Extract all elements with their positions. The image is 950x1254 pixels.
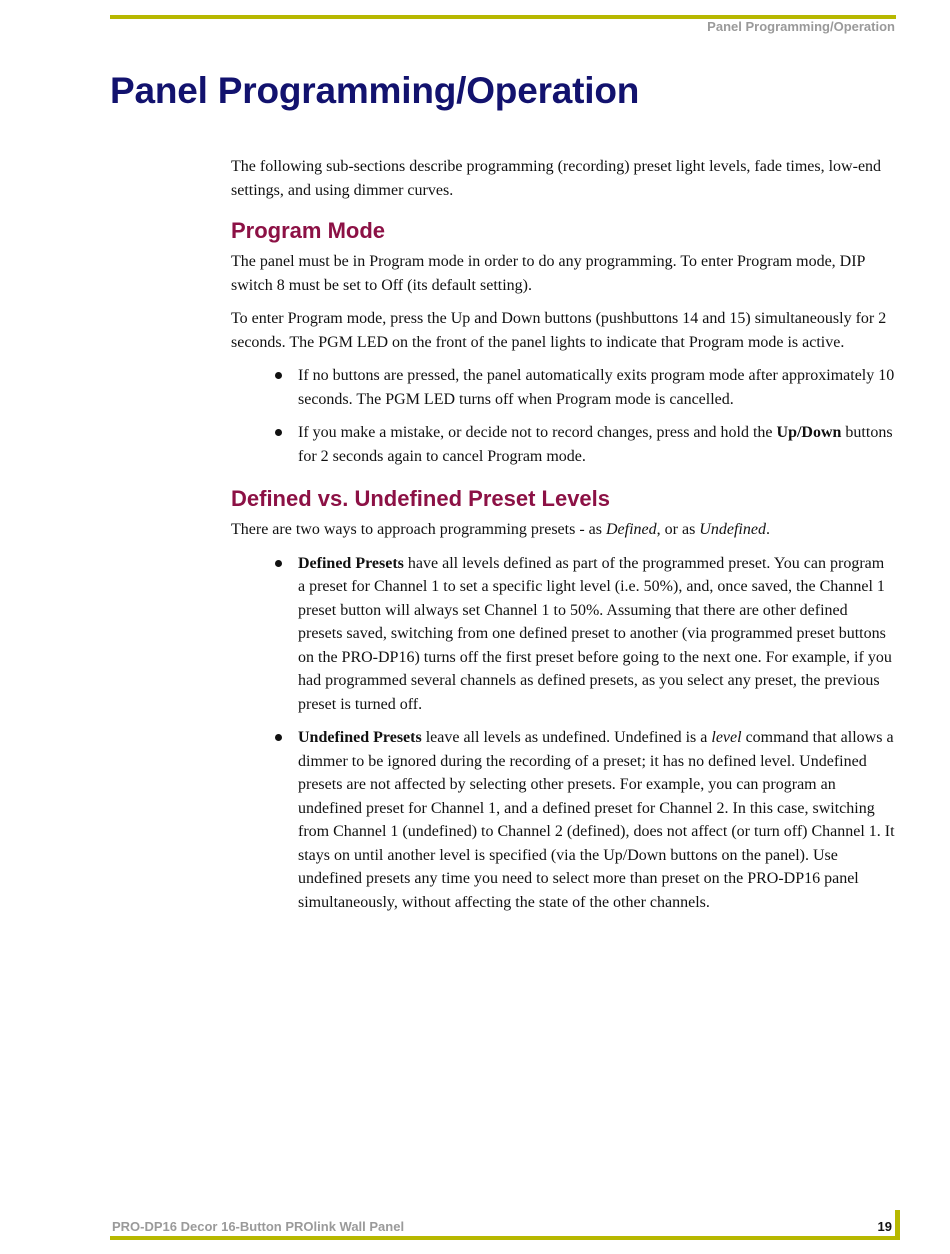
bullet-text: buttons for 2 seconds again to cancel Program mode. — [298, 424, 893, 465]
program-mode-section — [231, 216, 895, 468]
page-number: 19 — [877, 1219, 892, 1234]
bullet-icon — [275, 372, 282, 379]
footer-product-name: PRO-DP16 Decor 16-Button PROlink Wall Panel — [112, 1219, 405, 1234]
emphasis-level: level — [711, 729, 742, 746]
bullet-icon — [275, 734, 282, 741]
program-mode-paragraph-2: To enter Program mode, press the Up and Down buttons (pushbuttons 14 and 15) simultaneously for 2 seconds. The PGM LED on the front of the panel lights to indicate that Program mode is active. — [231, 310, 887, 351]
page-title: Panel Programming/Operation — [110, 70, 640, 111]
list-item — [298, 552, 895, 717]
text-run: . — [765, 521, 770, 538]
list-item — [298, 726, 895, 914]
preset-levels-heading: Defined vs. Undefined Preset Levels — [231, 486, 611, 511]
preset-levels-intro — [231, 518, 895, 542]
bullet-icon — [275, 429, 282, 436]
bullet-text: have all levels defined as part of the programmed preset. You can program a preset for Channel 1 to set a specific light level (i.e. 50%), and, once saved, the Channel 1 preset button will always set Channel 1 to 50%. Assuming that there are other defined presets saved, switching from one defined preset to another (via programmed preset buttons on the PRO-DP16) turns off the first preset before going to the next one. For example, if you had programmed several channels as defined presets, as you select any preset, the previous preset is turned off. — [298, 554, 892, 713]
preset-levels-bullet-list — [231, 552, 895, 915]
program-mode-bullet-list — [231, 364, 895, 468]
bold-term: Defined Presets — [298, 554, 404, 572]
intro-paragraph: The following sub-sections describe programming (recording) preset light levels, fade times, low-end settings, and using dimmer curves. — [231, 158, 882, 199]
program-mode-heading: Program Mode — [231, 218, 386, 243]
bold-term: Up/Down — [776, 424, 842, 441]
bullet-text: leave all levels as undefined. Undefined is a — [421, 729, 712, 746]
bullet-icon — [275, 560, 282, 567]
main-content — [231, 155, 895, 924]
program-mode-paragraph-1: The panel must be in Program mode in order to do any programming. To enter Program mode, DIP switch 8 must be set to Off (its default setting). — [231, 253, 865, 294]
list-item — [298, 421, 895, 468]
footer-rule — [110, 1236, 900, 1240]
emphasis-defined: Defined — [605, 521, 657, 538]
text-run: There are two ways to approach programming presets - as — [231, 521, 606, 538]
bullet-text: If no buttons are pressed, the panel automatically exits program mode after approximately 10 seconds. The PGM LED turns off when Program mode is cancelled. — [298, 367, 895, 408]
text-run: , or as — [656, 521, 700, 538]
emphasis-undefined: Undefined — [699, 521, 766, 538]
list-item — [298, 364, 895, 411]
bullet-text: command that allows a dimmer to be ignored during the recording of a preset; it has no defined level. Undefined presets are not affected by selecting other presets. For example, you can program an undefined preset for Channel 1, and a defined preset for Channel 2. In this case, switching from Channel 1 (undefined) to Channel 2 (defined), does not affect (or turn off) Channel 1. It stays on until another level is specified (via the Up/Down buttons on the panel). Use undefined presets any time you need to select more than preset on the PRO-DP16 panel simultaneously, without affecting the state of the other channels. — [298, 729, 895, 911]
bold-term: Undefined Presets — [298, 729, 422, 746]
running-header: Panel Programming/Operation — [707, 19, 895, 34]
preset-levels-section — [231, 484, 895, 914]
bullet-text: If you make a mistake, or decide not to record changes, press and hold the — [298, 424, 777, 441]
